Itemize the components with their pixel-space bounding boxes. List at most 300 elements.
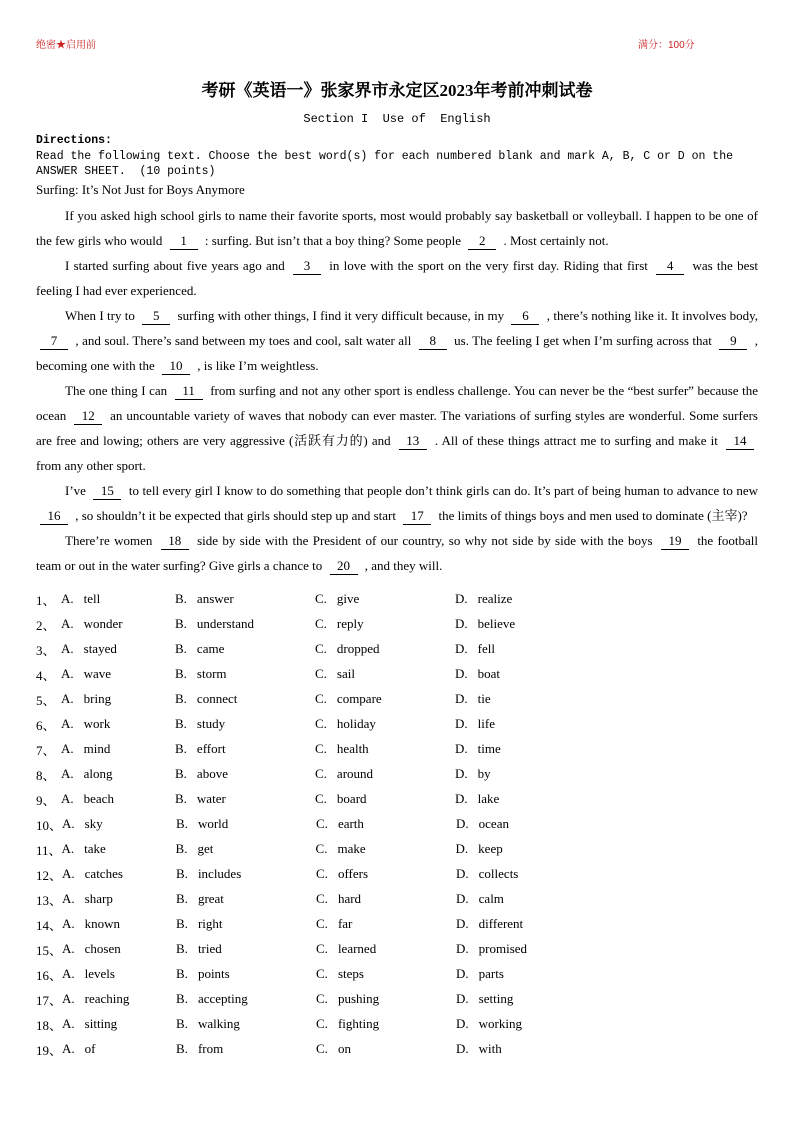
option-choice bbox=[176, 866, 316, 882]
passage-paragraph: When I try to 5 surfing with other things, I find it very difficult because, in my 6 , there’s nothing like it. It involves body, 7 , and soul. There’s sand between my toes and cool, salt water all 8 us. The feeling I get when I’m surfing across that 9 , becoming one with the 10 , is like I’m weightless. bbox=[36, 307, 759, 373]
numbered-blank: 12 bbox=[74, 407, 102, 425]
option-word: beach bbox=[83, 791, 114, 807]
option-choice bbox=[315, 616, 455, 632]
option-word: came bbox=[196, 641, 225, 657]
option-word: learned bbox=[337, 941, 377, 957]
option-word: wave bbox=[83, 666, 112, 682]
option-choice bbox=[456, 841, 758, 857]
option-letter: A. bbox=[61, 616, 74, 632]
option-choice bbox=[61, 616, 175, 632]
option-word: chosen bbox=[84, 941, 121, 957]
option-choice bbox=[62, 841, 176, 857]
option-choice bbox=[316, 966, 456, 982]
option-word: realize bbox=[477, 591, 513, 607]
option-choice bbox=[456, 891, 758, 907]
option-choice bbox=[456, 991, 758, 1007]
numbered-blank: 7 bbox=[40, 332, 68, 350]
option-word: levels bbox=[84, 966, 115, 982]
option-letter: C. bbox=[315, 691, 327, 707]
option-word: promised bbox=[478, 941, 528, 957]
option-letter: D. bbox=[455, 691, 468, 707]
option-letter: D. bbox=[455, 641, 468, 657]
option-choice bbox=[176, 991, 316, 1007]
option-choice bbox=[316, 991, 456, 1007]
option-letter: C. bbox=[316, 941, 328, 957]
option-choice bbox=[62, 1041, 176, 1057]
option-letter: C. bbox=[316, 1041, 328, 1057]
option-choice bbox=[455, 591, 758, 607]
option-letter: A. bbox=[61, 766, 74, 782]
option-word: sitting bbox=[84, 1016, 118, 1032]
option-word: pushing bbox=[337, 991, 380, 1007]
option-choice bbox=[175, 716, 315, 732]
option-choice bbox=[315, 766, 455, 782]
option-letter: B. bbox=[175, 791, 187, 807]
option-letter: B. bbox=[175, 591, 187, 607]
option-choice bbox=[61, 766, 175, 782]
option-word: along bbox=[83, 766, 113, 782]
option-letter: B. bbox=[176, 816, 188, 832]
option-word: believe bbox=[477, 616, 516, 632]
option-row bbox=[36, 712, 758, 737]
option-word: sail bbox=[336, 666, 355, 682]
passage-paragraph: I started surfing about five years ago and 3 in love with the sport on the very first day. Riding that first 4 was the best feeling I had ever experienced. bbox=[36, 257, 759, 298]
option-letter: C. bbox=[316, 966, 328, 982]
section-heading: Section I Use of English bbox=[303, 112, 491, 127]
option-choice bbox=[176, 1016, 316, 1032]
option-choice bbox=[315, 791, 455, 807]
option-choice bbox=[456, 866, 758, 882]
option-choice bbox=[61, 591, 175, 607]
passage-paragraph: If you asked high school girls to name their favorite sports, most would probably say basketball or volleyball. I happen to be one of the few girls who would 1 : surfing. But isn’t that a boy thing? Some people 2 . Most certainly not. bbox=[36, 207, 758, 248]
option-choice bbox=[456, 1041, 758, 1057]
option-row bbox=[36, 762, 758, 787]
option-number: 19、 bbox=[36, 1042, 63, 1058]
option-row bbox=[36, 987, 758, 1012]
red-watermark-right: 满分：100分 bbox=[638, 40, 695, 51]
option-letter: D. bbox=[455, 841, 469, 857]
numbered-blank: 17 bbox=[403, 507, 431, 525]
option-word: fighting bbox=[337, 1016, 380, 1032]
option-row bbox=[36, 737, 758, 762]
option-letter: A. bbox=[61, 791, 74, 807]
option-choice bbox=[175, 766, 315, 782]
option-number: 17、 bbox=[36, 992, 63, 1008]
directions-label: Directions: bbox=[36, 134, 112, 148]
option-word: working bbox=[478, 1016, 522, 1032]
option-letter: C. bbox=[315, 616, 327, 632]
option-letter: C. bbox=[315, 791, 327, 807]
option-word: reaching bbox=[84, 991, 130, 1007]
option-letter: A. bbox=[61, 841, 75, 857]
option-word: effort bbox=[196, 741, 226, 757]
option-word: walking bbox=[197, 1016, 240, 1032]
numbered-blank: 8 bbox=[419, 332, 447, 350]
option-word: water bbox=[196, 791, 226, 807]
option-word: lake bbox=[477, 791, 500, 807]
option-letter: C. bbox=[315, 666, 327, 682]
directions-block bbox=[36, 133, 758, 180]
option-letter: C. bbox=[315, 741, 327, 757]
option-letter: B. bbox=[176, 891, 188, 907]
option-number: 16、 bbox=[36, 967, 63, 983]
option-row bbox=[36, 587, 758, 612]
option-letter: A. bbox=[61, 641, 74, 657]
option-choice bbox=[455, 791, 758, 807]
option-choice bbox=[315, 741, 455, 757]
option-word: above bbox=[196, 766, 228, 782]
option-letter: D. bbox=[456, 916, 469, 932]
option-choice bbox=[455, 741, 758, 757]
option-choice bbox=[315, 716, 455, 732]
option-choice bbox=[316, 941, 456, 957]
option-row bbox=[36, 937, 758, 962]
passage-title: Surfing: It’s Not Just for Boys Anymore bbox=[36, 181, 245, 197]
option-letter: B. bbox=[176, 866, 188, 882]
option-letter: A. bbox=[61, 716, 74, 732]
option-letter: A. bbox=[61, 741, 74, 757]
directions-text: Read the following text. Choose the best word(s) for each numbered blank and mark A, B, C or D on the ANSWER SHEET. (10 points) bbox=[36, 149, 740, 179]
option-row bbox=[36, 812, 758, 837]
option-letter: D. bbox=[455, 791, 468, 807]
option-choice bbox=[456, 1016, 758, 1032]
option-letter: B. bbox=[176, 1016, 188, 1032]
option-choice bbox=[176, 966, 316, 982]
option-choice bbox=[456, 916, 758, 932]
numbered-blank: 11 bbox=[175, 382, 203, 400]
option-choice bbox=[316, 866, 456, 882]
option-choice bbox=[455, 716, 758, 732]
option-number: 11、 bbox=[36, 842, 62, 858]
option-word: points bbox=[197, 966, 230, 982]
option-row bbox=[36, 962, 758, 987]
option-word: take bbox=[84, 841, 106, 857]
option-letter: B. bbox=[175, 641, 187, 657]
option-letter: D. bbox=[455, 591, 468, 607]
option-word: compare bbox=[336, 691, 382, 707]
numbered-blank: 1 bbox=[170, 232, 198, 250]
option-word: different bbox=[478, 916, 524, 932]
option-number: 10、 bbox=[36, 817, 63, 833]
option-word: keep bbox=[478, 841, 503, 857]
option-choice bbox=[61, 791, 175, 807]
option-row bbox=[36, 912, 758, 937]
option-number: 13、 bbox=[36, 892, 63, 908]
option-word: calm bbox=[478, 891, 504, 907]
option-letter: D. bbox=[455, 616, 468, 632]
option-word: setting bbox=[478, 991, 514, 1007]
option-word: life bbox=[477, 716, 495, 732]
option-choice bbox=[176, 841, 316, 857]
option-letter: A. bbox=[62, 1041, 75, 1057]
option-word: study bbox=[196, 716, 226, 732]
option-choice bbox=[62, 866, 176, 882]
passage-paragraph: I’ve 15 to tell every girl I know to do something that people don’t think girls can do. It’s part of being human to advance to new 16 , so shouldn’t it be expected that girls should step up and start 17 the limits of things boys and men used to dominate (主宰)? bbox=[36, 478, 758, 528]
option-word: steps bbox=[337, 966, 364, 982]
option-choice bbox=[62, 891, 176, 907]
option-number: 4、 bbox=[36, 667, 56, 683]
option-choice bbox=[176, 816, 316, 832]
option-letter: B. bbox=[175, 841, 188, 857]
option-word: understand bbox=[196, 616, 254, 632]
option-word: tie bbox=[477, 691, 491, 707]
option-choice bbox=[456, 816, 758, 832]
options-list bbox=[36, 587, 758, 1062]
option-choice bbox=[455, 616, 758, 632]
option-choice bbox=[175, 616, 315, 632]
option-letter: D. bbox=[455, 716, 468, 732]
option-letter: A. bbox=[62, 891, 75, 907]
option-choice bbox=[456, 966, 758, 982]
option-number: 8、 bbox=[36, 767, 56, 783]
option-word: dropped bbox=[336, 641, 380, 657]
option-letter: D. bbox=[456, 941, 469, 957]
option-choice bbox=[455, 691, 758, 707]
numbered-blank: 18 bbox=[161, 532, 189, 550]
option-choice bbox=[61, 741, 175, 757]
option-number: 3、 bbox=[36, 642, 56, 658]
option-letter: C. bbox=[315, 641, 327, 657]
option-number: 18、 bbox=[36, 1017, 63, 1033]
option-letter: B. bbox=[176, 966, 188, 982]
option-choice bbox=[316, 1016, 456, 1032]
option-word: known bbox=[84, 916, 121, 932]
option-word: connect bbox=[196, 691, 238, 707]
option-number: 14、 bbox=[36, 917, 63, 933]
option-choice bbox=[315, 641, 455, 657]
option-choice bbox=[456, 941, 758, 957]
option-choice bbox=[175, 666, 315, 682]
option-word: reply bbox=[336, 616, 364, 632]
option-letter: B. bbox=[175, 766, 187, 782]
option-letter: C. bbox=[315, 591, 327, 607]
numbered-blank: 3 bbox=[293, 257, 321, 275]
option-letter: D. bbox=[456, 991, 469, 1007]
option-word: bring bbox=[83, 691, 112, 707]
option-choice bbox=[455, 766, 758, 782]
option-word: stayed bbox=[83, 641, 117, 657]
option-choice bbox=[176, 941, 316, 957]
numbered-blank: 5 bbox=[142, 307, 170, 325]
option-number: 1、 bbox=[36, 592, 56, 608]
option-word: from bbox=[197, 1041, 224, 1057]
option-word: work bbox=[83, 716, 111, 732]
option-choice bbox=[175, 691, 315, 707]
option-letter: B. bbox=[175, 691, 187, 707]
option-choice bbox=[175, 791, 315, 807]
option-choice bbox=[315, 666, 455, 682]
option-word: storm bbox=[196, 666, 227, 682]
option-word: mind bbox=[83, 741, 111, 757]
option-choice bbox=[61, 666, 175, 682]
option-word: answer bbox=[196, 591, 234, 607]
option-choice bbox=[316, 816, 456, 832]
option-word: give bbox=[336, 591, 360, 607]
numbered-blank: 15 bbox=[93, 482, 121, 500]
option-word: includes bbox=[197, 866, 242, 882]
option-choice bbox=[175, 741, 315, 757]
option-row bbox=[36, 662, 758, 687]
option-word: great bbox=[197, 891, 224, 907]
option-row bbox=[36, 787, 758, 812]
option-letter: C. bbox=[316, 891, 328, 907]
option-number: 15、 bbox=[36, 942, 63, 958]
option-choice bbox=[61, 716, 175, 732]
option-letter: C. bbox=[316, 1016, 328, 1032]
option-choice bbox=[62, 966, 176, 982]
option-letter: D. bbox=[456, 1016, 469, 1032]
option-number: 9、 bbox=[36, 792, 56, 808]
option-choice bbox=[175, 641, 315, 657]
option-letter: B. bbox=[176, 941, 188, 957]
numbered-blank: 2 bbox=[468, 232, 496, 250]
option-word: fell bbox=[477, 641, 495, 657]
option-choice bbox=[62, 991, 176, 1007]
option-letter: D. bbox=[456, 891, 469, 907]
option-row bbox=[36, 612, 758, 637]
option-letter: C. bbox=[316, 816, 328, 832]
option-choice bbox=[62, 941, 176, 957]
option-letter: A. bbox=[62, 991, 75, 1007]
option-letter: A. bbox=[61, 691, 74, 707]
option-choice bbox=[316, 841, 456, 857]
option-letter: A. bbox=[62, 1016, 75, 1032]
option-number: 7、 bbox=[36, 742, 56, 758]
option-word: board bbox=[336, 791, 367, 807]
option-letter: D. bbox=[455, 766, 468, 782]
option-choice bbox=[175, 591, 315, 607]
option-number: 12、 bbox=[36, 867, 63, 883]
option-row bbox=[36, 1012, 758, 1037]
option-letter: A. bbox=[62, 866, 75, 882]
option-word: earth bbox=[337, 816, 364, 832]
option-word: tried bbox=[197, 941, 222, 957]
option-word: accepting bbox=[197, 991, 248, 1007]
passage-paragraph: There’re women 18 side by side with the President of our country, so why not side by side with the boys 19 the football team or out in the water surfing? Give girls a chance to 20 , and they will. bbox=[36, 532, 758, 573]
option-choice bbox=[176, 1041, 316, 1057]
option-row bbox=[36, 837, 758, 862]
option-word: sky bbox=[84, 816, 103, 832]
option-letter: D. bbox=[456, 816, 469, 832]
option-choice bbox=[61, 641, 175, 657]
option-letter: C. bbox=[316, 916, 328, 932]
option-word: parts bbox=[478, 966, 504, 982]
option-choice bbox=[316, 891, 456, 907]
option-word: sharp bbox=[84, 891, 113, 907]
option-letter: A. bbox=[62, 966, 75, 982]
option-choice bbox=[455, 666, 758, 682]
passage-paragraph: The one thing I can 11 from surfing and not any other sport is endless challenge. You can never be the “best surfer” because the ocean 12 an uncountable variety of waves that nobody can ever master. The variations of surfing styles are wonderful. Some surfers are free and lowing; others are very aggressive (活跃有力的) and 13 . All of these things attract me to surfing and make it 14 from any other sport. bbox=[36, 382, 758, 473]
option-number: 2、 bbox=[36, 617, 56, 633]
option-word: offers bbox=[337, 866, 369, 882]
option-word: by bbox=[477, 766, 491, 782]
option-letter: D. bbox=[456, 1041, 469, 1057]
option-letter: A. bbox=[62, 816, 75, 832]
page-title: 考研《英语一》张家界市永定区2023年考前冲刺试卷 bbox=[201, 81, 593, 100]
option-word: right bbox=[197, 916, 223, 932]
option-letter: B. bbox=[175, 666, 187, 682]
option-word: make bbox=[337, 841, 366, 857]
option-choice bbox=[315, 691, 455, 707]
option-word: catches bbox=[84, 866, 123, 882]
numbered-blank: 6 bbox=[511, 307, 539, 325]
numbered-blank: 13 bbox=[399, 432, 427, 450]
option-choice bbox=[62, 816, 176, 832]
red-watermark-left: 绝密★启用前 bbox=[36, 40, 96, 51]
passage bbox=[36, 203, 758, 578]
option-letter: D. bbox=[455, 741, 468, 757]
option-letter: B. bbox=[175, 741, 187, 757]
option-letter: A. bbox=[62, 916, 75, 932]
option-row bbox=[36, 862, 758, 887]
option-letter: D. bbox=[455, 666, 468, 682]
numbered-blank: 9 bbox=[719, 332, 747, 350]
option-row bbox=[36, 887, 758, 912]
option-letter: B. bbox=[176, 1041, 188, 1057]
option-word: hard bbox=[337, 891, 362, 907]
option-letter: B. bbox=[176, 916, 188, 932]
option-word: around bbox=[336, 766, 374, 782]
option-row bbox=[36, 637, 758, 662]
option-choice bbox=[315, 591, 455, 607]
option-letter: D. bbox=[456, 866, 469, 882]
option-word: get bbox=[197, 841, 214, 857]
numbered-blank: 10 bbox=[162, 357, 190, 375]
option-row bbox=[36, 687, 758, 712]
option-word: far bbox=[337, 916, 353, 932]
option-word: of bbox=[84, 1041, 96, 1057]
option-letter: A. bbox=[62, 941, 75, 957]
option-word: holiday bbox=[336, 716, 376, 732]
option-letter: C. bbox=[315, 766, 327, 782]
option-word: with bbox=[478, 1041, 502, 1057]
option-choice bbox=[455, 641, 758, 657]
numbered-blank: 4 bbox=[656, 257, 684, 275]
option-word: world bbox=[197, 816, 229, 832]
numbered-blank: 20 bbox=[330, 557, 358, 575]
option-word: time bbox=[477, 741, 501, 757]
option-letter: B. bbox=[175, 716, 187, 732]
option-number: 6、 bbox=[36, 717, 56, 733]
option-letter: C. bbox=[315, 841, 328, 857]
option-letter: C. bbox=[315, 716, 327, 732]
numbered-blank: 19 bbox=[661, 532, 689, 550]
option-letter: C. bbox=[316, 866, 328, 882]
option-word: ocean bbox=[478, 816, 509, 832]
option-letter: D. bbox=[456, 966, 469, 982]
option-word: wonder bbox=[83, 616, 123, 632]
option-letter: A. bbox=[61, 591, 74, 607]
option-choice bbox=[176, 916, 316, 932]
option-word: tell bbox=[83, 591, 101, 607]
option-word: boat bbox=[477, 666, 501, 682]
option-choice bbox=[62, 916, 176, 932]
numbered-blank: 14 bbox=[726, 432, 754, 450]
option-letter: A. bbox=[61, 666, 74, 682]
option-letter: C. bbox=[316, 991, 328, 1007]
option-word: on bbox=[337, 1041, 351, 1057]
option-number: 5、 bbox=[36, 692, 56, 708]
numbered-blank: 16 bbox=[40, 507, 68, 525]
option-word: collects bbox=[478, 866, 519, 882]
option-word: health bbox=[336, 741, 369, 757]
option-choice bbox=[316, 916, 456, 932]
option-choice bbox=[316, 1041, 456, 1057]
option-choice bbox=[62, 1016, 176, 1032]
option-choice bbox=[61, 691, 175, 707]
option-choice bbox=[176, 891, 316, 907]
option-letter: B. bbox=[175, 616, 187, 632]
